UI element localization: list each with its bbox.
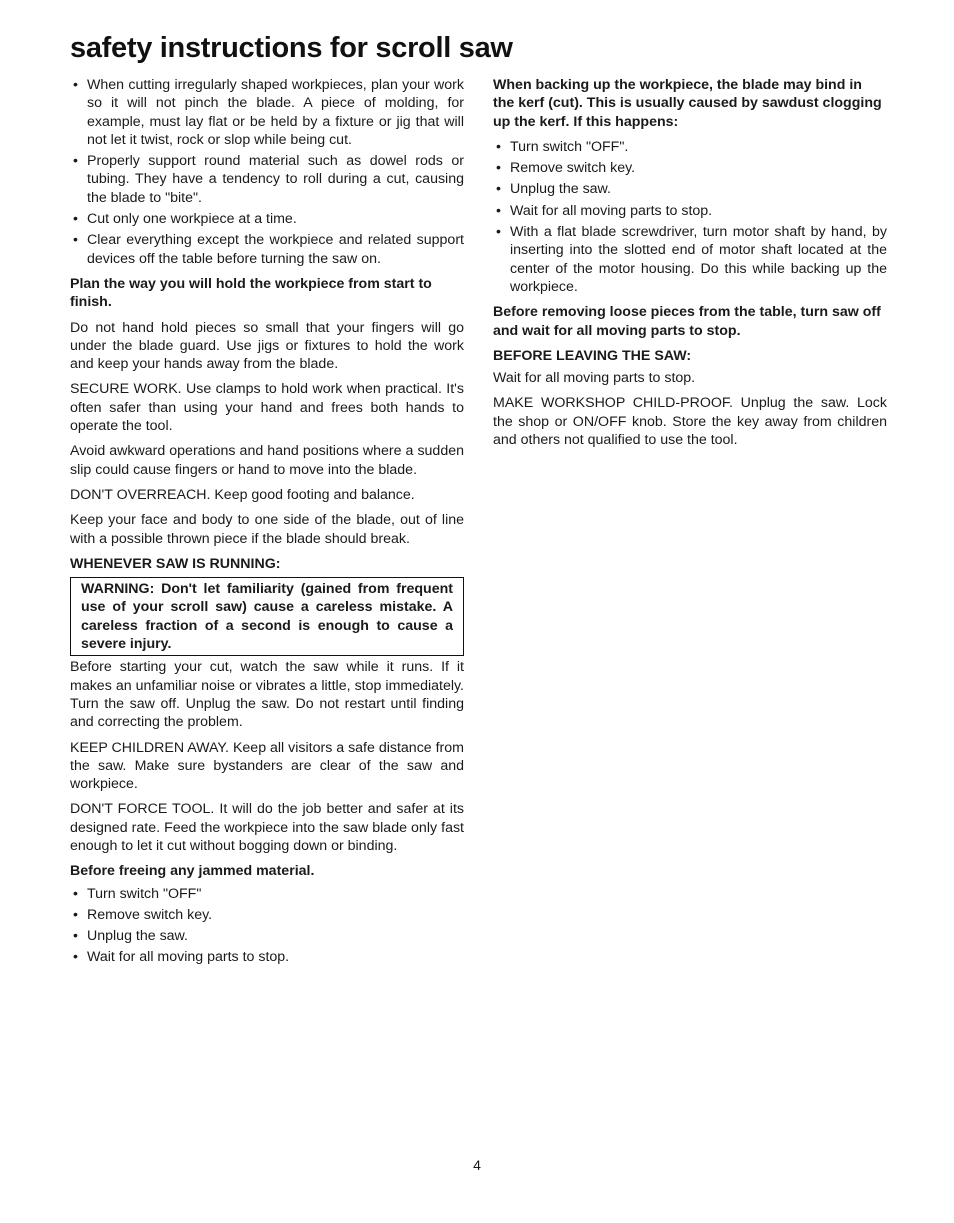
list-item: • Remove switch key. bbox=[493, 159, 887, 177]
before-start-paragraph: Before starting your cut, watch the saw while it runs. If it makes an unfamiliar noise or vibrates a little, stop immediately. Turn the saw off. Unplug the saw. Do not restart until finding and correcting the problem. bbox=[70, 659, 464, 731]
overreach-paragraph: DON'T OVERREACH. Keep good footing and balance. bbox=[70, 486, 415, 503]
list-item: • Unplug the saw. bbox=[70, 927, 464, 945]
list-item: • Turn switch "OFF". bbox=[493, 138, 887, 156]
list-item: • Clear everything except the workpiece and related support devices off the table before turning the saw on. bbox=[70, 231, 464, 268]
list-item: • With a flat blade screwdriver, turn motor shaft by hand, by inserting into the slotted end of motor shaft located at the center of the motor housing. Do this while backing up the workpiece. bbox=[493, 223, 887, 296]
hold-paragraph: Do not hand hold pieces so small that your fingers will go under the blade guard. Use jigs or fixtures to hold the work and keep your hands away from the blade. bbox=[70, 319, 464, 373]
avoid-paragraph: Avoid awkward operations and hand positions where a sudden slip could cause fingers or hand to move into the blade. bbox=[70, 443, 464, 478]
children-paragraph: KEEP CHILDREN AWAY. Keep all visitors a safe distance from the saw. Make sure bystanders are clear of the saw and workpiece. bbox=[70, 739, 464, 793]
force-tool-paragraph: DON'T FORCE TOOL. It will do the job better and safer at its designed rate. Feed the workpiece into the saw blade only fast enough to let it cut without bogging down or binding. bbox=[70, 801, 464, 854]
warning-box: WARNING: Don't let familiarity (gained from frequent use of your scroll saw) cause a careless mistake. A careless fraction of a second is enough to cause a severe injury. bbox=[70, 577, 464, 656]
child-proof-paragraph: MAKE WORKSHOP CHILD-PROOF. Unplug the saw. Lock the shop or ON/OFF knob. Store the key away from children and others not qualified to use the tool. bbox=[493, 395, 887, 449]
right-column bbox=[493, 76, 887, 456]
list-item: • Wait for all moving parts to stop. bbox=[70, 948, 464, 966]
list-item: • Remove switch key. bbox=[70, 906, 464, 924]
loose-pieces-heading: Before removing loose pieces from the table, turn saw off and wait for all moving parts to stop. bbox=[493, 304, 881, 339]
list-item: • Cut only one workpiece at a time. bbox=[70, 210, 464, 228]
face-paragraph: Keep your face and body to one side of the blade, out of line with a possible thrown piece if the blade should break. bbox=[70, 512, 464, 547]
secure-work-paragraph: SECURE WORK. Use clamps to hold work when practical. It's often safer than using your hand and frees both hands to operate the tool. bbox=[70, 381, 464, 435]
backing-up-heading: When backing up the workpiece, the blade may bind in the kerf (cut). This is usually caused by sawdust clogging up the kerf. If this happens: bbox=[493, 77, 882, 130]
page-title: safety instructions for scroll saw bbox=[70, 32, 513, 64]
list-item: • Properly support round material such as dowel rods or tubing. They have a tendency to roll during a cut, causing the blade to "bite". bbox=[70, 152, 464, 207]
backing-steps-list bbox=[493, 138, 887, 296]
list-item: • Unplug the saw. bbox=[493, 180, 887, 198]
cutting-tips-list bbox=[70, 76, 464, 268]
jammed-steps-list bbox=[70, 885, 464, 967]
left-column bbox=[70, 76, 464, 974]
jammed-material-heading: Before freeing any jammed material. bbox=[70, 863, 315, 880]
leaving-saw-heading: BEFORE LEAVING THE SAW: bbox=[493, 347, 692, 364]
wait-paragraph: Wait for all moving parts to stop. bbox=[493, 370, 696, 387]
page-number: 4 bbox=[473, 1157, 481, 1173]
plan-heading: Plan the way you will hold the workpiece from start to finish. bbox=[70, 275, 432, 311]
list-item: • When cutting irregularly shaped workpieces, plan your work so it will not pinch the blade. A piece of molding, for example, must lay flat or be held by a fixture or jig that will not let it twist, rock or slop while being cut. bbox=[70, 76, 464, 149]
list-item: • Wait for all moving parts to stop. bbox=[493, 202, 887, 220]
running-heading: WHENEVER SAW IS RUNNING: bbox=[70, 555, 281, 572]
list-item: • Turn switch "OFF" bbox=[70, 885, 464, 903]
